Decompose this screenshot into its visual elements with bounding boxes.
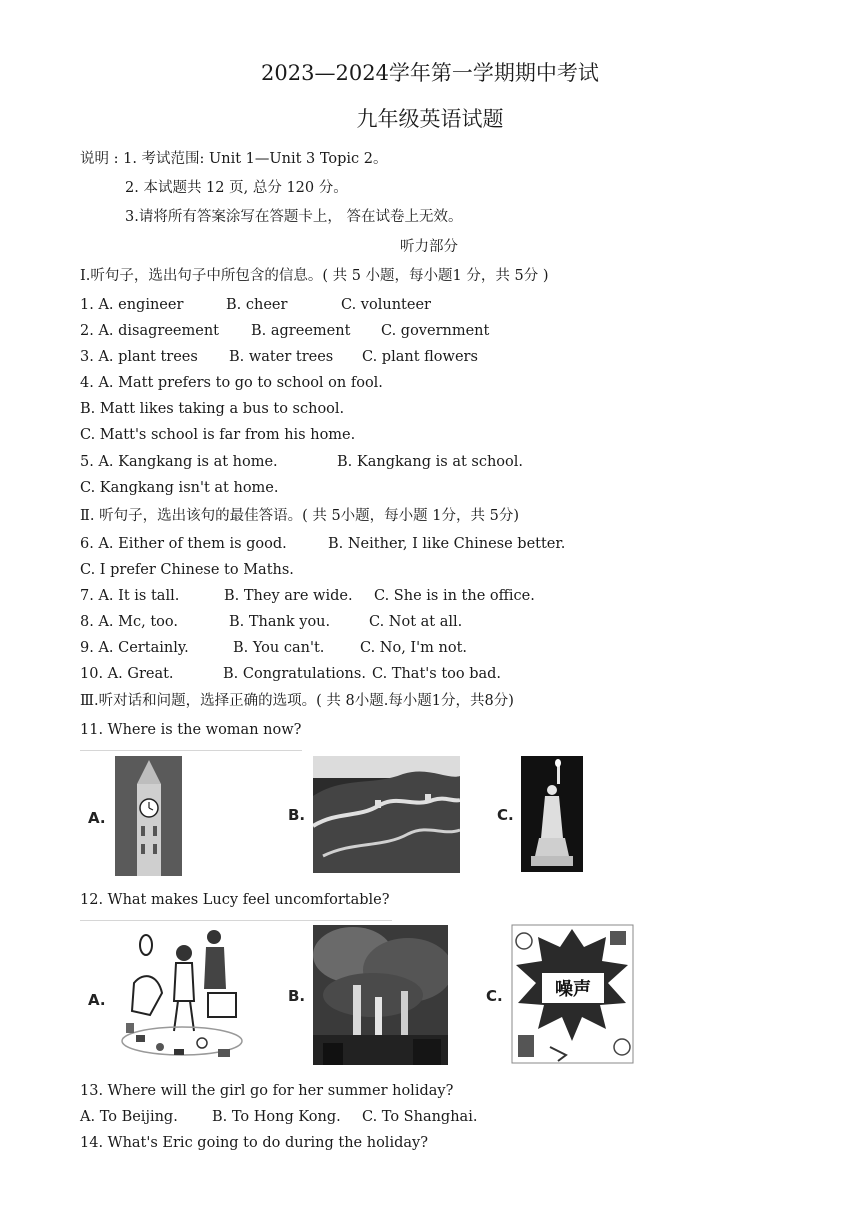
q5-option-b: B. Kangkang is at school. — [337, 454, 524, 470]
q13-option-b: B. To Hong Kong. — [212, 1109, 341, 1125]
q8-option-b: B. Thank you. — [229, 614, 331, 630]
q9-option-a: 9. A. Certainly. — [80, 640, 189, 656]
q7-option-c: C. She is in the office. — [374, 588, 535, 604]
q1-option-b: B. cheer — [226, 297, 288, 313]
noise-sign-text: 噪声 — [555, 979, 591, 1000]
q11-label-c: C. — [497, 806, 514, 824]
q4-option-a: 4. A. Matt prefers to go to school on fool. — [80, 375, 383, 391]
q4-option-b: B. Matt likes taking a bus to school. — [80, 401, 345, 417]
q7-option-b: B. They are wide. — [224, 588, 353, 604]
q4-option-c: C. Matt's school is far from his home. — [80, 427, 356, 443]
statue-of-liberty-picture — [521, 756, 583, 872]
divider-line — [80, 750, 302, 751]
q11-stem: 11. Where is the woman now? — [80, 722, 302, 738]
q3-option-a: 3. A. plant trees — [80, 349, 198, 365]
exam-subtitle: 九年级英语试题 — [356, 107, 504, 131]
q2-option-a: 2. A. disagreement — [80, 323, 220, 339]
factory-smoke-picture — [313, 925, 448, 1065]
q11-label-a: A. — [88, 809, 106, 827]
q11-label-b: B. — [288, 806, 306, 824]
exam-title: 2023—2024学年第一学期期中考试 — [261, 61, 599, 85]
littering-people-picture — [114, 923, 250, 1063]
q5-option-a: 5. A. Kangkang is at home. — [80, 454, 278, 470]
q8-option-a: 8. A. Mc, too. — [80, 614, 178, 630]
part3-heading: Ⅲ.听对话和问题，选择正确的选项。( 共 8小题.每小题1分，共8分) — [80, 693, 514, 709]
q6-option-b: B. Neither, I like Chinese better. — [328, 536, 566, 552]
q10-option-c: C. That's too bad. — [372, 666, 502, 682]
part2-heading: Ⅱ. 听句子，选出该句的最佳答语。( 共 5小题，每小题 1分，共 5分) — [80, 508, 519, 524]
note-line-3: 3.请将所有答案涂写在答题卡上， 答在试卷上无效。 — [125, 209, 463, 225]
divider-line — [80, 920, 392, 921]
q3-option-b: B. water trees — [229, 349, 334, 365]
q12-stem: 12. What makes Lucy feel uncomfortable? — [80, 892, 390, 908]
q6-option-a: 6. A. Either of them is good. — [80, 536, 287, 552]
big-ben-picture — [115, 756, 182, 876]
q6-option-c: C. I prefer Chinese to Maths. — [80, 562, 294, 578]
note-line-2: 2. 本试题共 12 页, 总分 120 分。 — [125, 180, 348, 196]
note-line-1: 说明 : 1. 考试范围: Unit 1—Unit 3 Topic 2。 — [80, 151, 388, 167]
q2-option-b: B. agreement — [251, 323, 351, 339]
q13-option-c: C. To Shanghai. — [362, 1109, 478, 1125]
q12-label-a: A. — [88, 991, 106, 1009]
q13-stem: 13. Where will the girl go for her summer holiday? — [80, 1083, 454, 1099]
section-label: 听力部分 — [400, 239, 458, 255]
q10-option-b: B. Congratulations. — [223, 666, 366, 682]
q1-option-c: C. volunteer — [341, 297, 431, 313]
great-wall-picture — [313, 756, 460, 873]
q8-option-c: C. Not at all. — [369, 614, 463, 630]
q9-option-c: C. No, I'm not. — [360, 640, 468, 656]
q9-option-b: B. You can't. — [233, 640, 325, 656]
q14-stem: 14. What's Eric going to do during the holiday? — [80, 1135, 428, 1151]
q13-option-a: A. To Beijing. — [80, 1109, 178, 1125]
q7-option-a: 7. A. It is tall. — [80, 588, 180, 604]
q2-option-c: C. government — [381, 323, 490, 339]
part1-heading: Ⅰ.听句子，选出句子中所包含的信息。( 共 5 小题，每小题1 分，共 5分 ) — [80, 268, 549, 284]
q12-label-b: B. — [288, 987, 306, 1005]
q3-option-c: C. plant flowers — [362, 349, 478, 365]
q10-option-a: 10. A. Great. — [80, 666, 174, 682]
q5-option-c: C. Kangkang isn't at home. — [80, 480, 279, 496]
q1-option-a: 1. A. engineer — [80, 297, 184, 313]
noise-picture — [510, 923, 635, 1065]
q12-label-c: C. — [486, 987, 503, 1005]
